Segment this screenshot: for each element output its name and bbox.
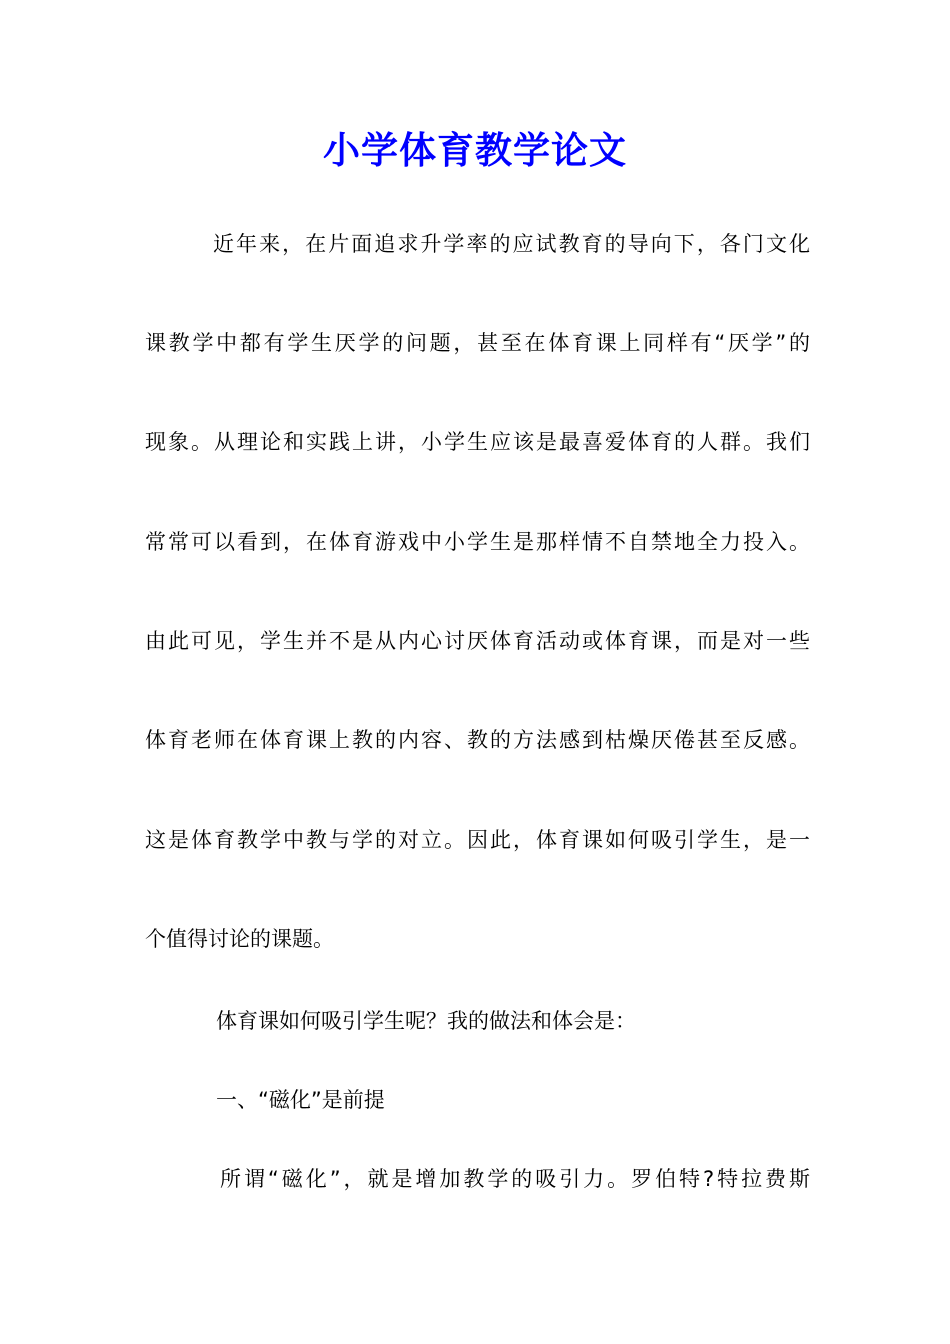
paragraph-line: 个值得讨论的课题。 [145, 927, 334, 951]
paragraph-line: 近年来，在片面追求升学率的应试教育的导向下，各门文化 [213, 232, 810, 256]
paragraph-line: 常常可以看到，在体育游戏中小学生是那样情不自禁地全力投入。 [145, 530, 810, 554]
paragraph-line: 所谓“磁化”，就是增加教学的吸引力。罗伯特?特拉费斯 [220, 1167, 810, 1191]
paragraph-line: 这是体育教学中教与学的对立。因此，体育课如何吸引学生，是一 [145, 828, 810, 852]
paragraph-line: 现象。从理论和实践上讲，小学生应该是最喜爱体育的人群。我们 [145, 430, 810, 454]
document-title: 小学体育教学论文 [323, 128, 627, 172]
paragraph-line: 课教学中都有学生厌学的问题，甚至在体育课上同样有“厌学”的 [145, 331, 810, 355]
paragraph-line: 体育老师在体育课上教的内容、教的方法感到枯燥厌倦甚至反感。 [145, 728, 810, 752]
paragraph-line: 由此可见，学生并不是从内心讨厌体育活动或体育课，而是对一些 [145, 629, 810, 653]
section-heading: 一、“磁化”是前提 [216, 1088, 385, 1112]
paragraph-line: 体育课如何吸引学生呢？我的做法和体会是： [216, 1009, 636, 1033]
